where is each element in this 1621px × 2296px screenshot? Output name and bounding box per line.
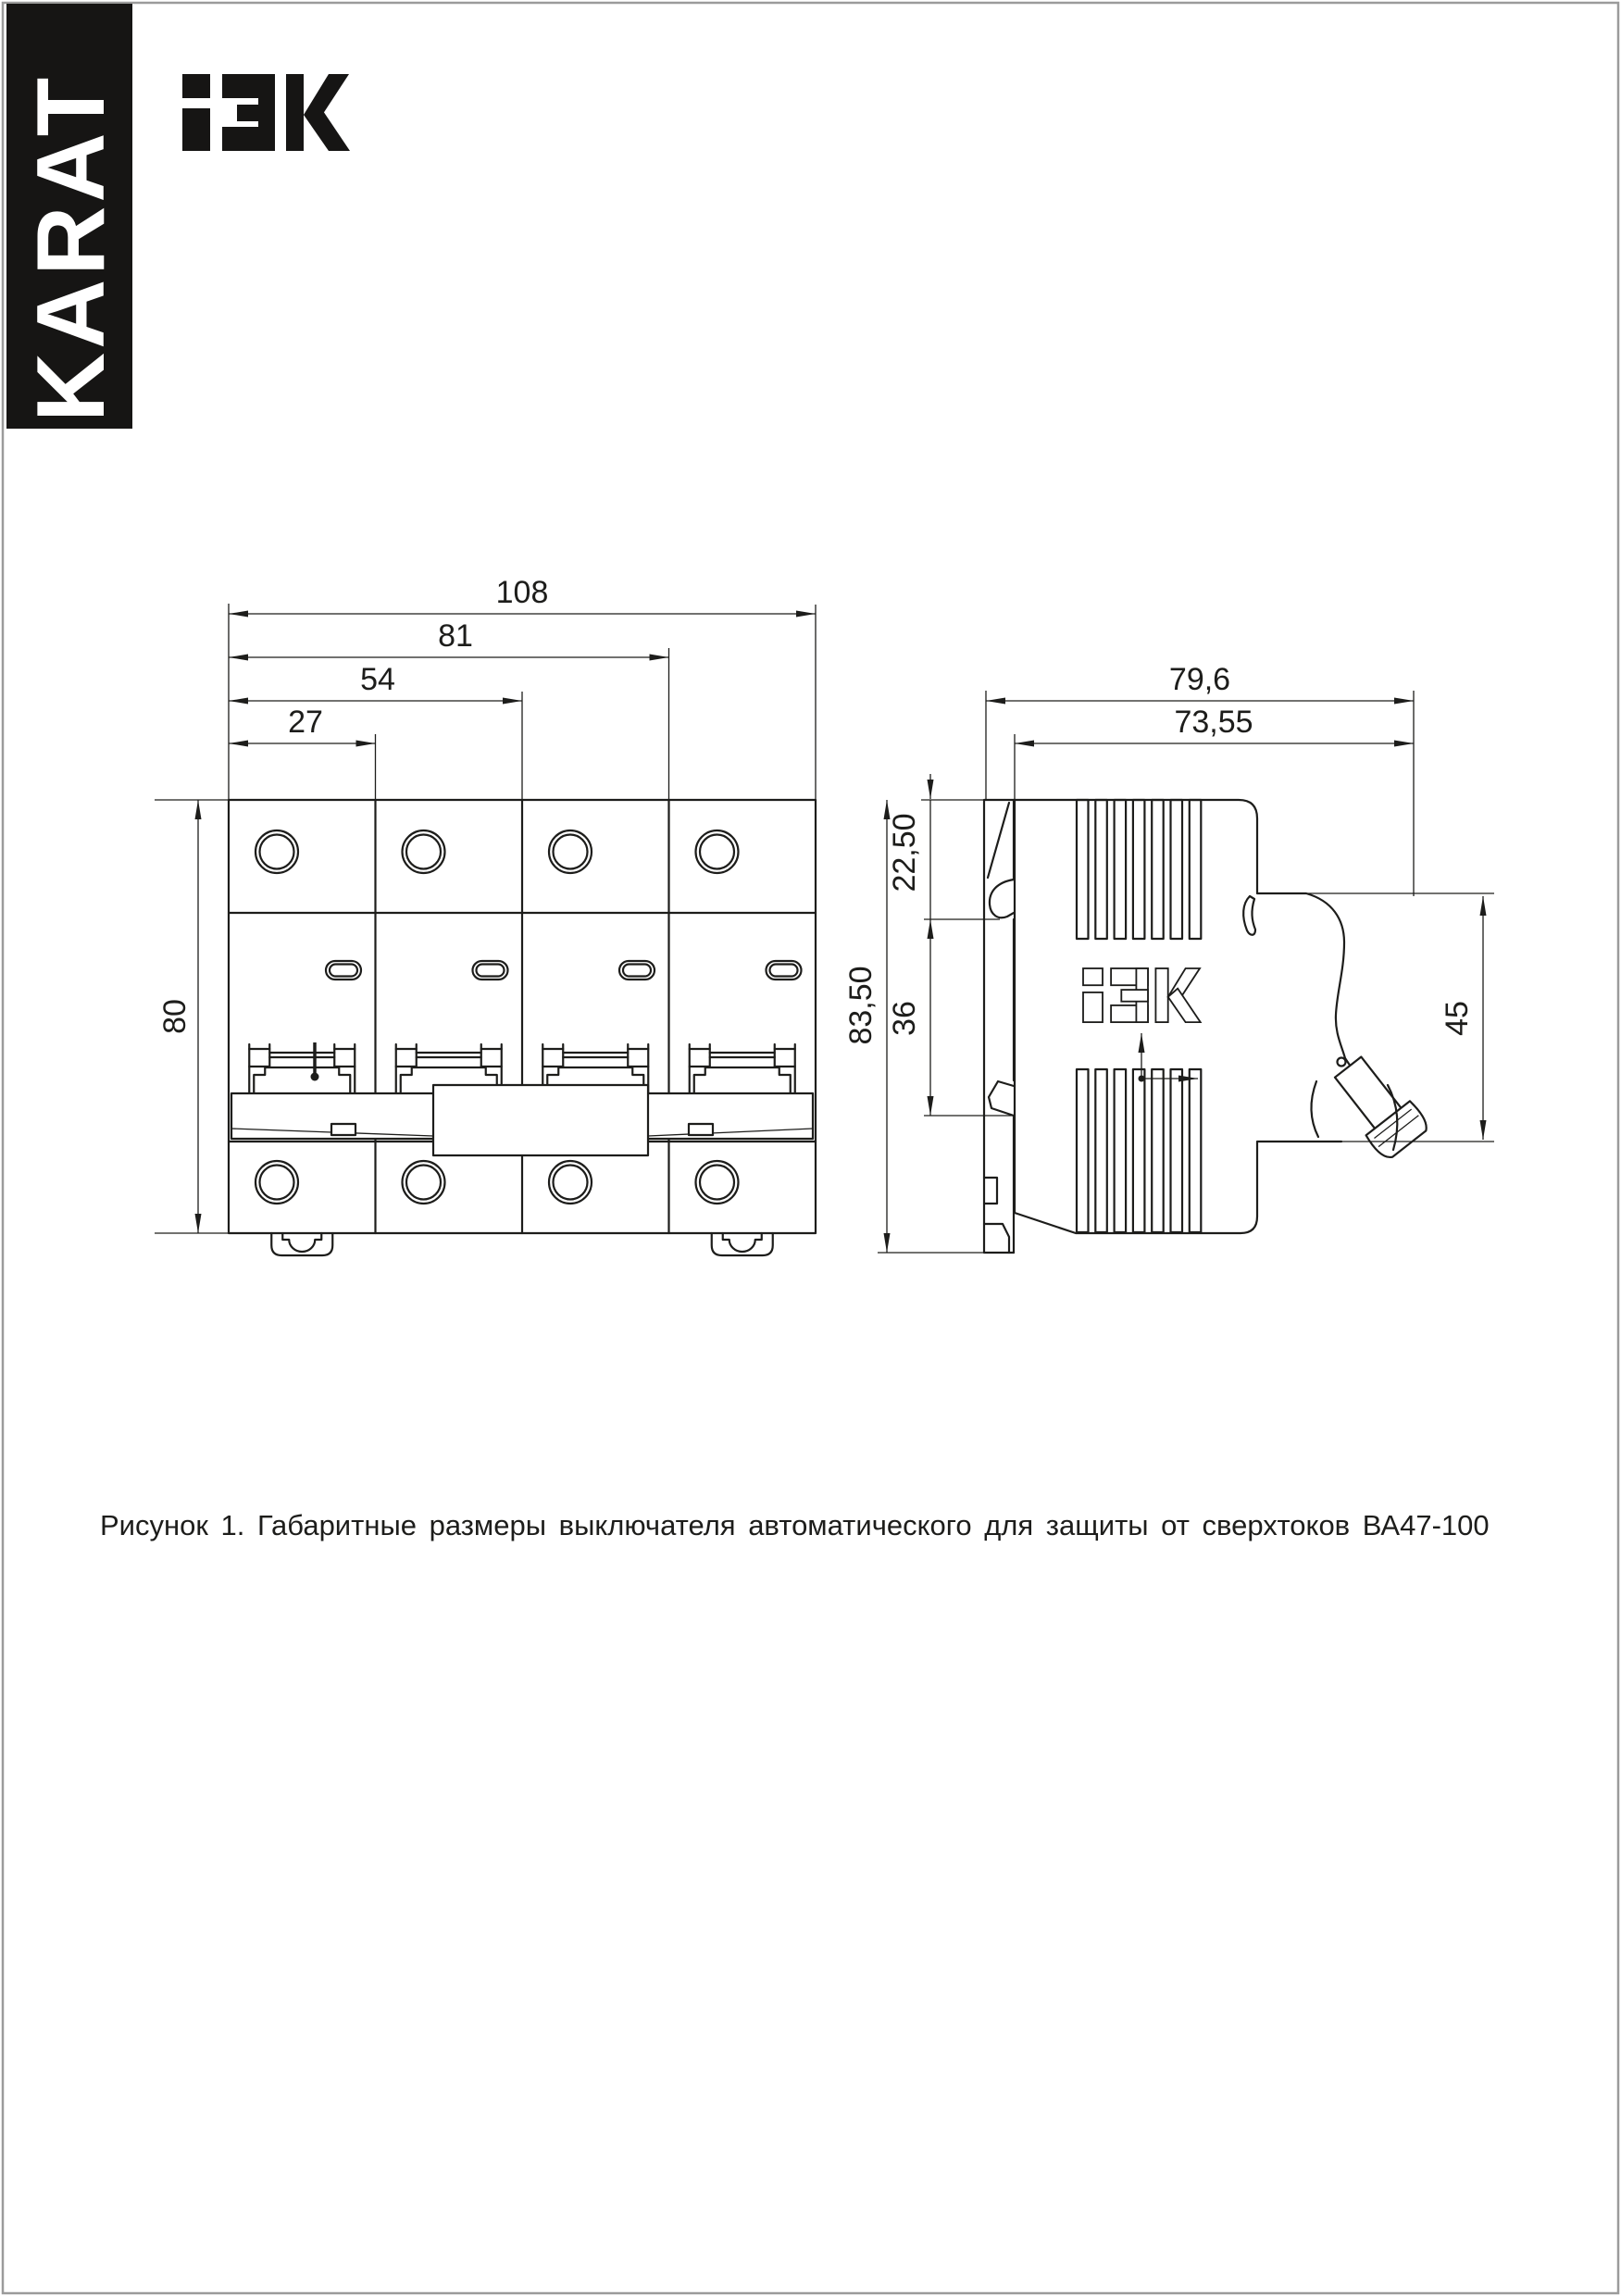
dim-label-80: 80: [157, 999, 193, 1034]
side-plate-slant: [988, 803, 1009, 878]
side-vent-slots-bottom: [1077, 1069, 1201, 1232]
iek-logo: [182, 74, 350, 151]
figure-caption: Рисунок 1. Габаритные размеры выключателя автоматического для защиты от сверхтоков ВА47-100: [100, 1509, 1490, 1541]
dim-label-22-50: 22,50: [887, 813, 922, 892]
side-back-plate: [984, 800, 1015, 1253]
front-din-clips: [271, 1233, 773, 1255]
karat-banner-label: KARAT: [18, 73, 125, 422]
side-toggle-handle: [1311, 1049, 1430, 1162]
dim-label-79-6: 79,6: [1168, 662, 1231, 697]
karat-banner: [6, 4, 132, 429]
dim-label-36: 36: [887, 1001, 922, 1036]
dim-label-108: 108: [495, 575, 549, 610]
front-handle-tie-bar: [231, 1085, 813, 1155]
front-view: [229, 800, 816, 1255]
front-handle-pin-dot: [311, 1073, 319, 1081]
side-view: [984, 800, 1431, 1253]
dim-label-54: 54: [360, 662, 395, 697]
side-top-catch: [990, 880, 1014, 917]
dim-label-73-55: 73,55: [1174, 705, 1253, 740]
front-indicator-windows: [326, 961, 802, 980]
dim-label-83-50: 83,50: [843, 966, 879, 1045]
side-iek-logo-embossed: [1083, 968, 1201, 1022]
dim-label-27: 27: [288, 705, 323, 740]
dim-label-81: 81: [438, 618, 473, 654]
side-view-dimensions: [843, 662, 1494, 1253]
side-vent-slots-top: [1077, 800, 1201, 939]
front-bottom-screws: [256, 1161, 739, 1204]
front-top-screws: [256, 830, 739, 873]
front-tie-bar-center-block: [433, 1085, 648, 1155]
side-body-bottom: [1015, 800, 1341, 1233]
side-comma-slot: [1243, 896, 1255, 935]
dim-label-45: 45: [1440, 1001, 1475, 1036]
side-bottom-catch: [989, 1081, 1014, 1116]
front-pole-dividers: [376, 800, 669, 1233]
